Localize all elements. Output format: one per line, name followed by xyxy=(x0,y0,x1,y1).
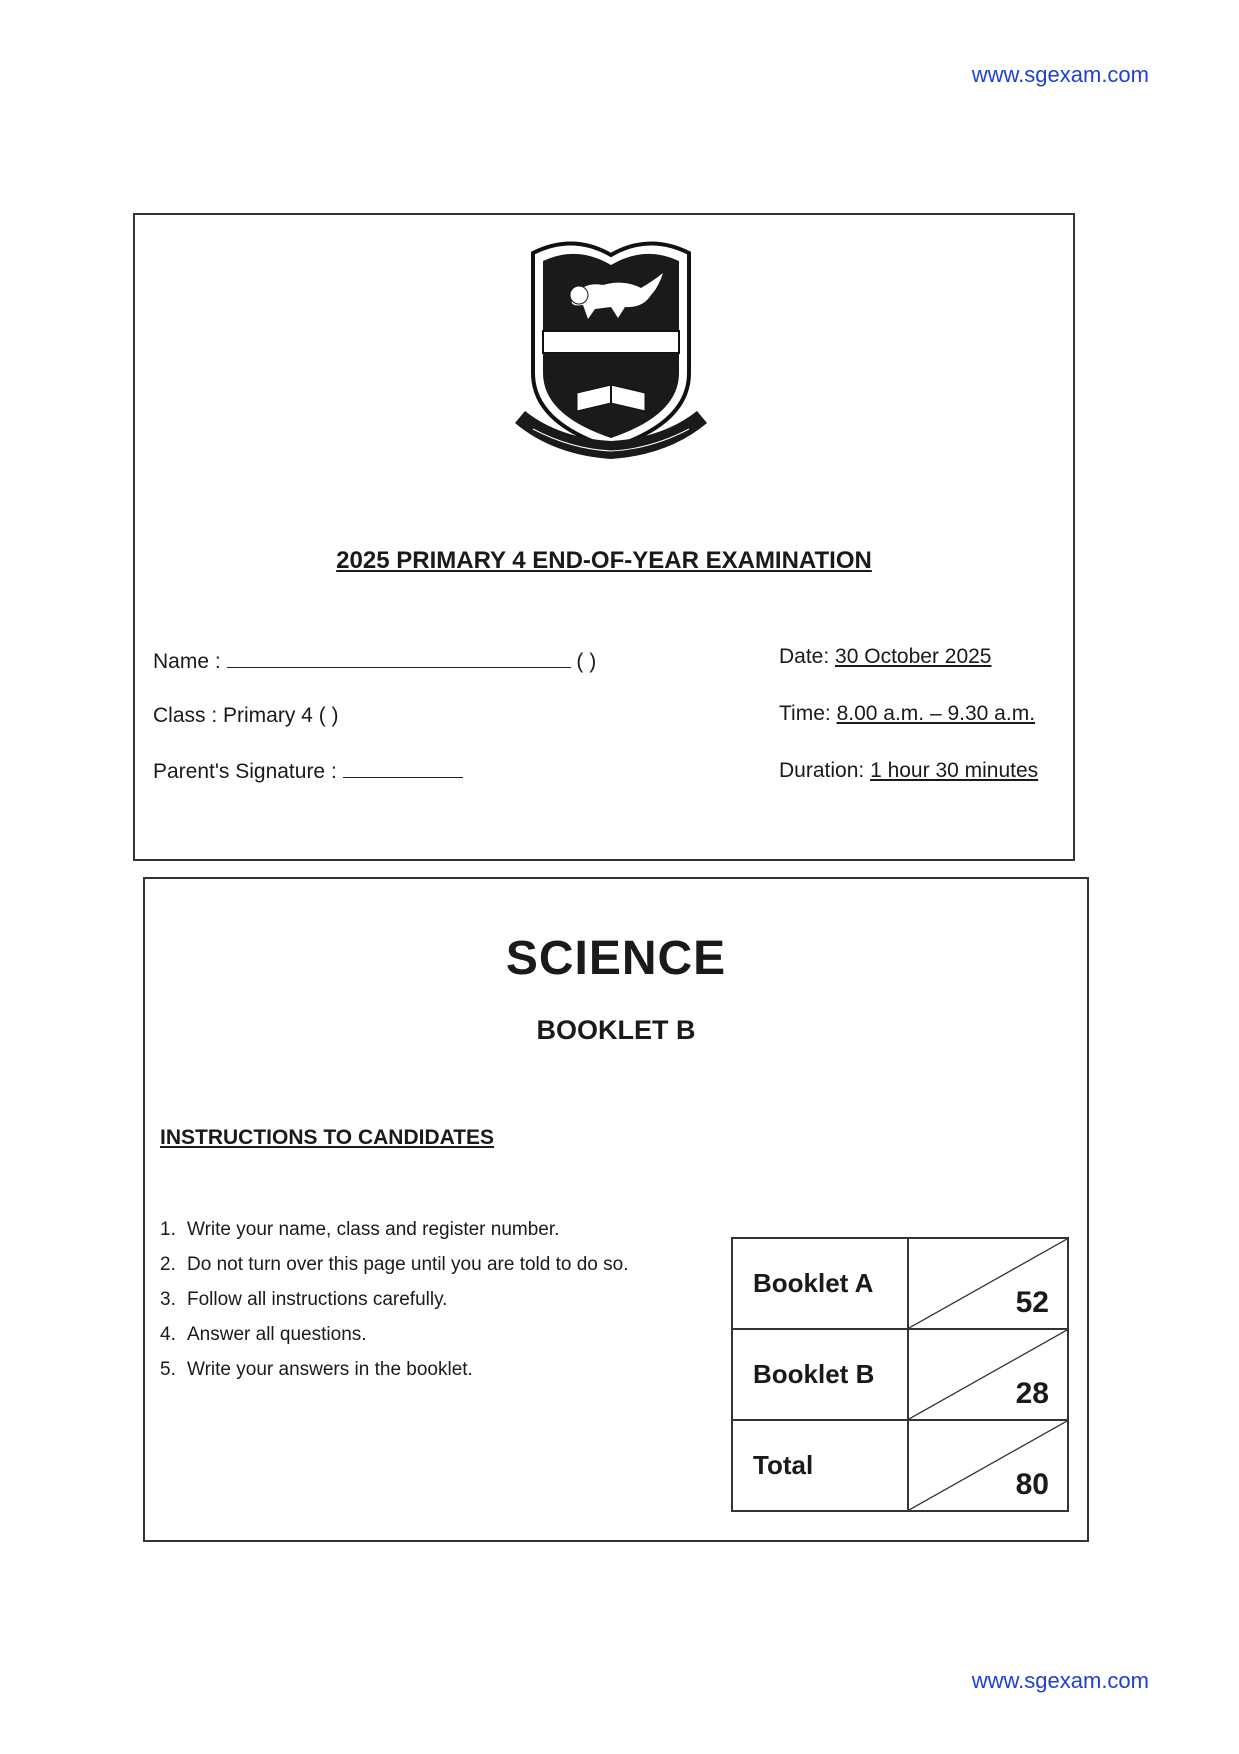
signature-blank xyxy=(343,759,463,778)
instruction-item: 4. Answer all questions. xyxy=(160,1324,367,1345)
instruction-item: 5. Write your answers in the booklet. xyxy=(160,1359,473,1380)
marks-score-cell xyxy=(908,1420,1068,1511)
name-blank xyxy=(227,649,571,668)
table-row xyxy=(732,1238,1068,1329)
marks-label: Booklet A xyxy=(732,1238,908,1329)
header-box xyxy=(133,213,1075,861)
duration-value: 1 hour 30 minutes xyxy=(870,759,1039,782)
time-value: 8.00 a.m. – 9.30 a.m. xyxy=(836,702,1036,725)
date-field xyxy=(779,645,992,669)
class-label: Class : Primary 4 ( ) xyxy=(153,704,339,727)
date-value: 30 October 2025 xyxy=(835,645,992,668)
signature-label: Parent's Signature : xyxy=(153,760,337,783)
duration-field xyxy=(779,759,1038,783)
exam-title: 2025 PRIMARY 4 END-OF-YEAR EXAMINATION xyxy=(336,547,872,574)
signature-field xyxy=(153,759,463,784)
name-label: Name : xyxy=(153,650,221,673)
watermark-bottom: www.sgexam.com xyxy=(971,1668,1149,1693)
marks-table xyxy=(731,1237,1069,1512)
marks-score-cell xyxy=(908,1329,1068,1420)
marks-value: 52 xyxy=(1015,1286,1049,1319)
date-label: Date: xyxy=(779,645,830,668)
name-field xyxy=(153,649,596,674)
table-row xyxy=(732,1329,1068,1420)
marks-value: 80 xyxy=(1015,1468,1049,1501)
marks-label: Booklet B xyxy=(732,1329,908,1420)
table-row xyxy=(732,1420,1068,1511)
instructions-list xyxy=(160,1219,629,1394)
booklet-title: BOOKLET B xyxy=(536,1015,696,1045)
subject-title: SCIENCE xyxy=(505,932,727,985)
instruction-item: 2. Do not turn over this page until you are told to do so. xyxy=(160,1254,629,1275)
instructions-heading: INSTRUCTIONS TO CANDIDATES xyxy=(160,1126,495,1149)
cover-box xyxy=(143,877,1089,1542)
school-crest-logo xyxy=(513,233,709,463)
marks-score-cell xyxy=(908,1238,1068,1329)
marks-value: 28 xyxy=(1015,1377,1049,1410)
register-number-paren: ( ) xyxy=(576,650,597,673)
duration-label: Duration: xyxy=(779,759,865,782)
time-field xyxy=(779,702,1035,726)
watermark-top: www.sgexam.com xyxy=(971,62,1149,87)
marks-label: Total xyxy=(732,1420,908,1511)
time-label: Time: xyxy=(779,702,831,725)
instruction-item: 1. Write your name, class and register number. xyxy=(160,1219,560,1240)
instruction-item: 3. Follow all instructions carefully. xyxy=(160,1289,448,1310)
